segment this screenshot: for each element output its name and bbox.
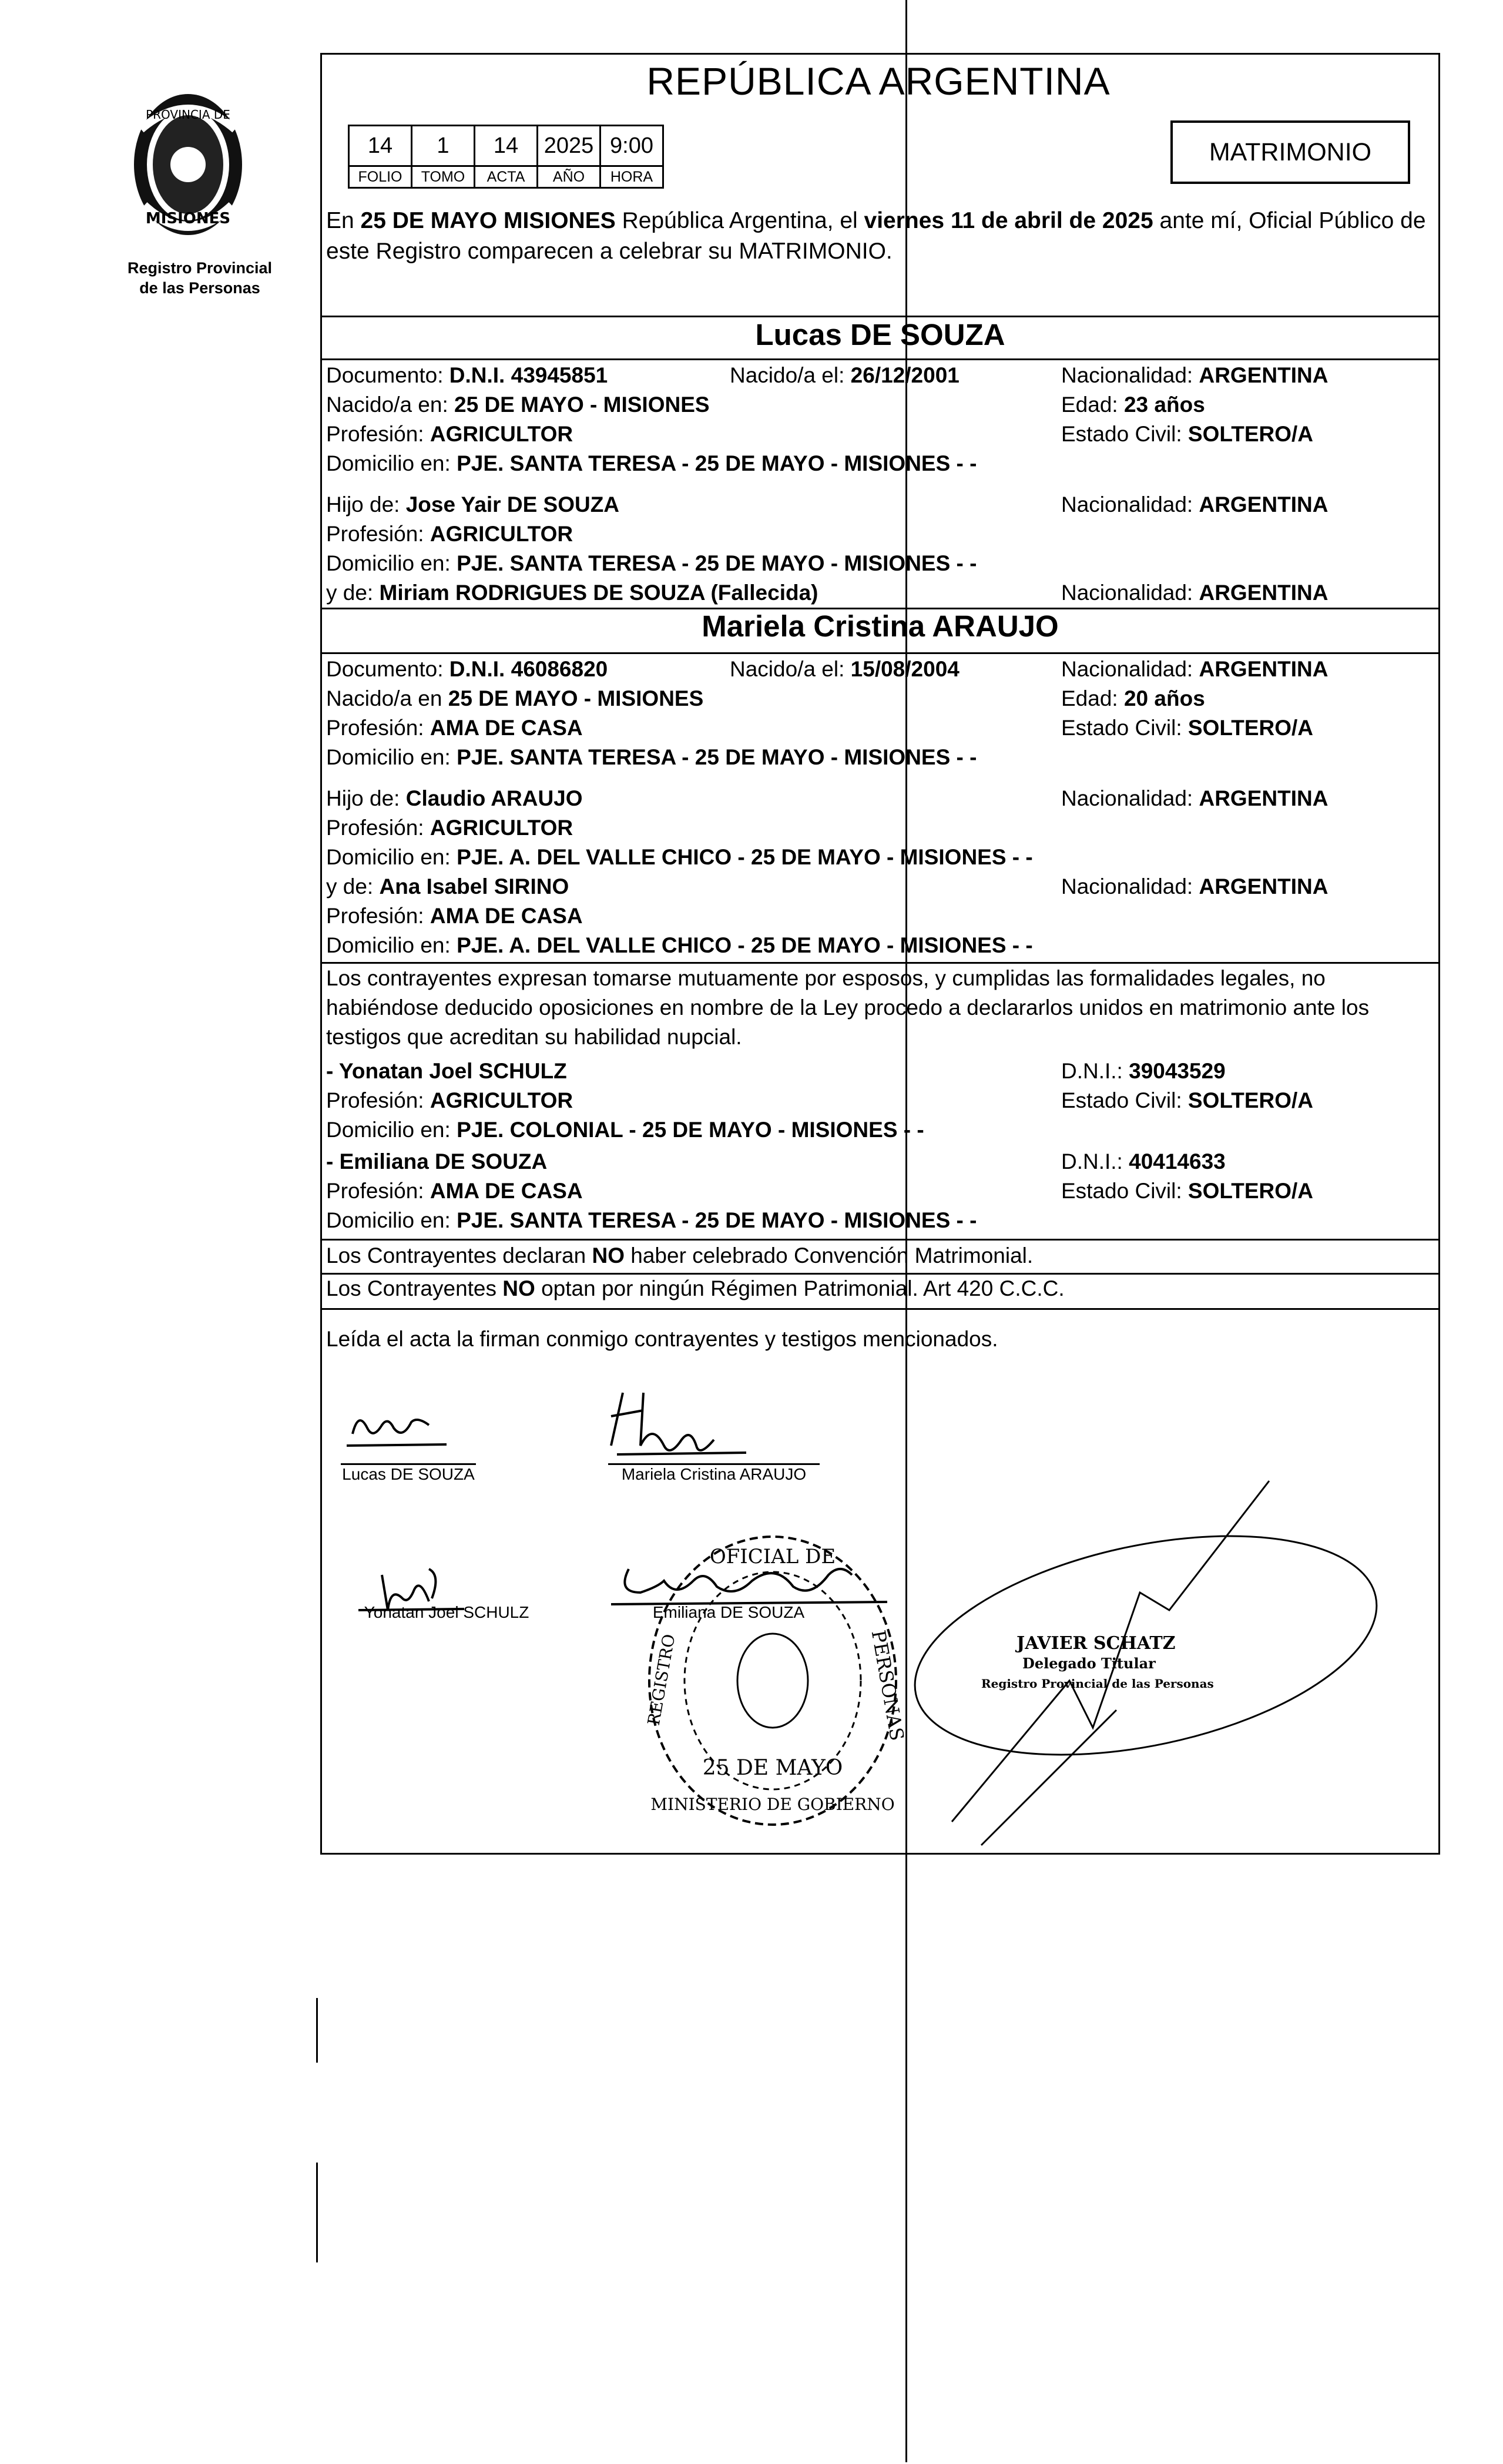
divider bbox=[320, 1308, 1440, 1310]
witness2-name: - Emiliana DE SOUZA bbox=[326, 1149, 548, 1174]
officer-title: Delegado Titular bbox=[1022, 1655, 1156, 1672]
witness2-dni: D.N.I.: 40414633 bbox=[1061, 1149, 1226, 1174]
groom-father-prof: Profesión: AGRICULTOR bbox=[326, 522, 573, 546]
divider bbox=[320, 652, 1440, 654]
bride-mother: y de: Ana Isabel SIRINO bbox=[326, 874, 569, 899]
signature-groom: Lucas DE SOUZA bbox=[341, 1463, 476, 1484]
folio-value: 14 bbox=[349, 126, 412, 166]
groom-father: Hijo de: Jose Yair DE SOUZA bbox=[326, 492, 620, 517]
seal-left-text: REGISTRO bbox=[643, 1632, 679, 1727]
divider bbox=[320, 1273, 1440, 1275]
groom-doc: Documento: D.N.I. 43945851 bbox=[326, 363, 608, 387]
groom-father-nat: Nacionalidad: ARGENTINA bbox=[1061, 492, 1328, 517]
signature-scribble-1 bbox=[341, 1399, 458, 1463]
registry-logo bbox=[118, 76, 282, 298]
seal-bottom-text: MINISTERIO DE GOBIERNO bbox=[650, 1795, 895, 1814]
margin-mark bbox=[316, 1998, 318, 2063]
anio-label: AÑO bbox=[538, 166, 600, 188]
groom-addr: Domicilio en: PJE. SANTA TERESA - 25 DE MAYO - MISIONES - - bbox=[326, 451, 977, 475]
witness1-civil: Estado Civil: SOLTERO/A bbox=[1061, 1088, 1314, 1112]
witness1-dni: D.N.I.: 39043529 bbox=[1061, 1059, 1226, 1083]
registry-table bbox=[348, 125, 664, 189]
closing-line: Leída el acta la firman conmigo contrayentes y testigos mencionados. bbox=[326, 1327, 998, 1351]
bride-father-prof: Profesión: AGRICULTOR bbox=[326, 816, 573, 840]
witness2-civil: Estado Civil: SOLTERO/A bbox=[1061, 1179, 1314, 1203]
regime-line: Los Contrayentes NO optan por ningún Régimen Patrimonial. Art 420 C.C.C. bbox=[326, 1276, 1065, 1300]
tomo-label: TOMO bbox=[412, 166, 475, 188]
bride-name: Mariela Cristina ARAUJO bbox=[702, 609, 1059, 643]
officer-stamp bbox=[981, 1633, 1214, 1694]
bride-father: Hijo de: Claudio ARAUJO bbox=[326, 786, 583, 810]
convention-line: Los Contrayentes declaran NO haber celebrado Convención Matrimonial. bbox=[326, 1243, 1034, 1268]
seal-center-text: 25 DE MAYO bbox=[702, 1756, 843, 1780]
groom-civil: Estado Civil: SOLTERO/A bbox=[1061, 422, 1314, 446]
groom-place: Nacido/a en: 25 DE MAYO - MISIONES bbox=[326, 393, 710, 417]
officer-name: JAVIER SCHATZ bbox=[1016, 1633, 1176, 1654]
witness1-name: - Yonatan Joel SCHULZ bbox=[326, 1059, 567, 1083]
tomo-value: 1 bbox=[412, 126, 475, 166]
groom-nat: Nacionalidad: ARGENTINA bbox=[1061, 363, 1328, 387]
acta-label: ACTA bbox=[475, 166, 538, 188]
groom-name: Lucas DE SOUZA bbox=[755, 318, 1005, 351]
official-seal-icon bbox=[635, 1528, 911, 1833]
bride-born: Nacido/a el: 15/08/2004 bbox=[730, 657, 959, 681]
province-emblem-icon bbox=[118, 76, 259, 253]
witness1-addr: Domicilio en: PJE. COLONIAL - 25 DE MAYO - MISIONES - - bbox=[326, 1118, 924, 1142]
bride-prof: Profesión: AMA DE CASA bbox=[326, 716, 583, 740]
certificate-type: MATRIMONIO bbox=[1170, 120, 1410, 184]
groom-born: Nacido/a el: 26/12/2001 bbox=[730, 363, 959, 387]
groom-father-addr: Domicilio en: PJE. SANTA TERESA - 25 DE MAYO - MISIONES - - bbox=[326, 551, 977, 575]
witness2-prof: Profesión: AMA DE CASA bbox=[326, 1179, 583, 1203]
officer-org: Registro Provincial de las Personas bbox=[981, 1677, 1214, 1691]
acta-value: 14 bbox=[475, 126, 538, 166]
groom-prof: Profesión: AGRICULTOR bbox=[326, 422, 573, 446]
bride-nat: Nacionalidad: ARGENTINA bbox=[1061, 657, 1328, 681]
svg-text:MISIONES: MISIONES bbox=[145, 210, 231, 227]
groom-mother-nat: Nacionalidad: ARGENTINA bbox=[1061, 581, 1328, 605]
bride-father-addr: Domicilio en: PJE. A. DEL VALLE CHICO - 25 DE MAYO - MISIONES - - bbox=[326, 845, 1033, 869]
bride-doc: Documento: D.N.I. 46086820 bbox=[326, 657, 608, 681]
bride-place: Nacido/a en 25 DE MAYO - MISIONES bbox=[326, 686, 704, 710]
bride-father-nat: Nacionalidad: ARGENTINA bbox=[1061, 786, 1328, 810]
seal-right-text: PERSONAS bbox=[867, 1628, 909, 1743]
seal-top-text: OFICIAL DE bbox=[709, 1545, 836, 1568]
groom-mother: y de: Miriam RODRIGUES DE SOUZA (Fallecida) bbox=[326, 581, 818, 605]
groom-age: Edad: 23 años bbox=[1061, 393, 1205, 417]
bride-mother-addr: Domicilio en: PJE. A. DEL VALLE CHICO - 25 DE MAYO - MISIONES - - bbox=[326, 933, 1033, 957]
bride-civil: Estado Civil: SOLTERO/A bbox=[1061, 716, 1314, 740]
svg-text:PROVINCIA DE: PROVINCIA DE bbox=[146, 108, 230, 122]
logo-line2: de las Personas bbox=[139, 279, 260, 297]
intro-paragraph: En 25 DE MAYO MISIONES República Argentina, el viernes 11 de abril de 2025 ante mí, Oficial Público de este Registro comparecen a celebrar su MATRIMONIO. bbox=[326, 208, 1426, 264]
declaration-paragraph: Los contrayentes expresan tomarse mutuamente por esposos, y cumplidas las formalidades legales, no habiéndose deducido oposiciones en nombre de la Ley procedo a declararlos unidos en matrimonio ante los testigos que acreditan su habilidad nupcial. bbox=[326, 966, 1370, 1049]
witness2-addr: Domicilio en: PJE. SANTA TERESA - 25 DE MAYO - MISIONES - - bbox=[326, 1208, 977, 1232]
hora-value: 9:00 bbox=[600, 126, 663, 166]
divider bbox=[320, 358, 1440, 360]
signature-scribble-2 bbox=[599, 1381, 752, 1463]
bride-addr: Domicilio en: PJE. SANTA TERESA - 25 DE MAYO - MISIONES - - bbox=[326, 745, 977, 769]
signature-bride: Mariela Cristina ARAUJO bbox=[608, 1463, 820, 1484]
margin-mark bbox=[316, 2163, 318, 2262]
page-title: REPÚBLICA ARGENTINA bbox=[646, 59, 1111, 103]
signature-witness1: Yonatan Joel SCHULZ bbox=[364, 1603, 529, 1621]
anio-value: 2025 bbox=[538, 126, 600, 166]
signature-witness2: Emiliana DE SOUZA bbox=[652, 1603, 805, 1621]
bride-age: Edad: 20 años bbox=[1061, 686, 1205, 710]
logo-line1: Registro Provincial bbox=[127, 259, 273, 277]
bride-mother-nat: Nacionalidad: ARGENTINA bbox=[1061, 874, 1328, 899]
bride-mother-prof: Profesión: AMA DE CASA bbox=[326, 904, 583, 928]
witness1-prof: Profesión: AGRICULTOR bbox=[326, 1088, 573, 1112]
divider bbox=[320, 1239, 1440, 1241]
hora-label: HORA bbox=[600, 166, 663, 188]
folio-label: FOLIO bbox=[349, 166, 412, 188]
